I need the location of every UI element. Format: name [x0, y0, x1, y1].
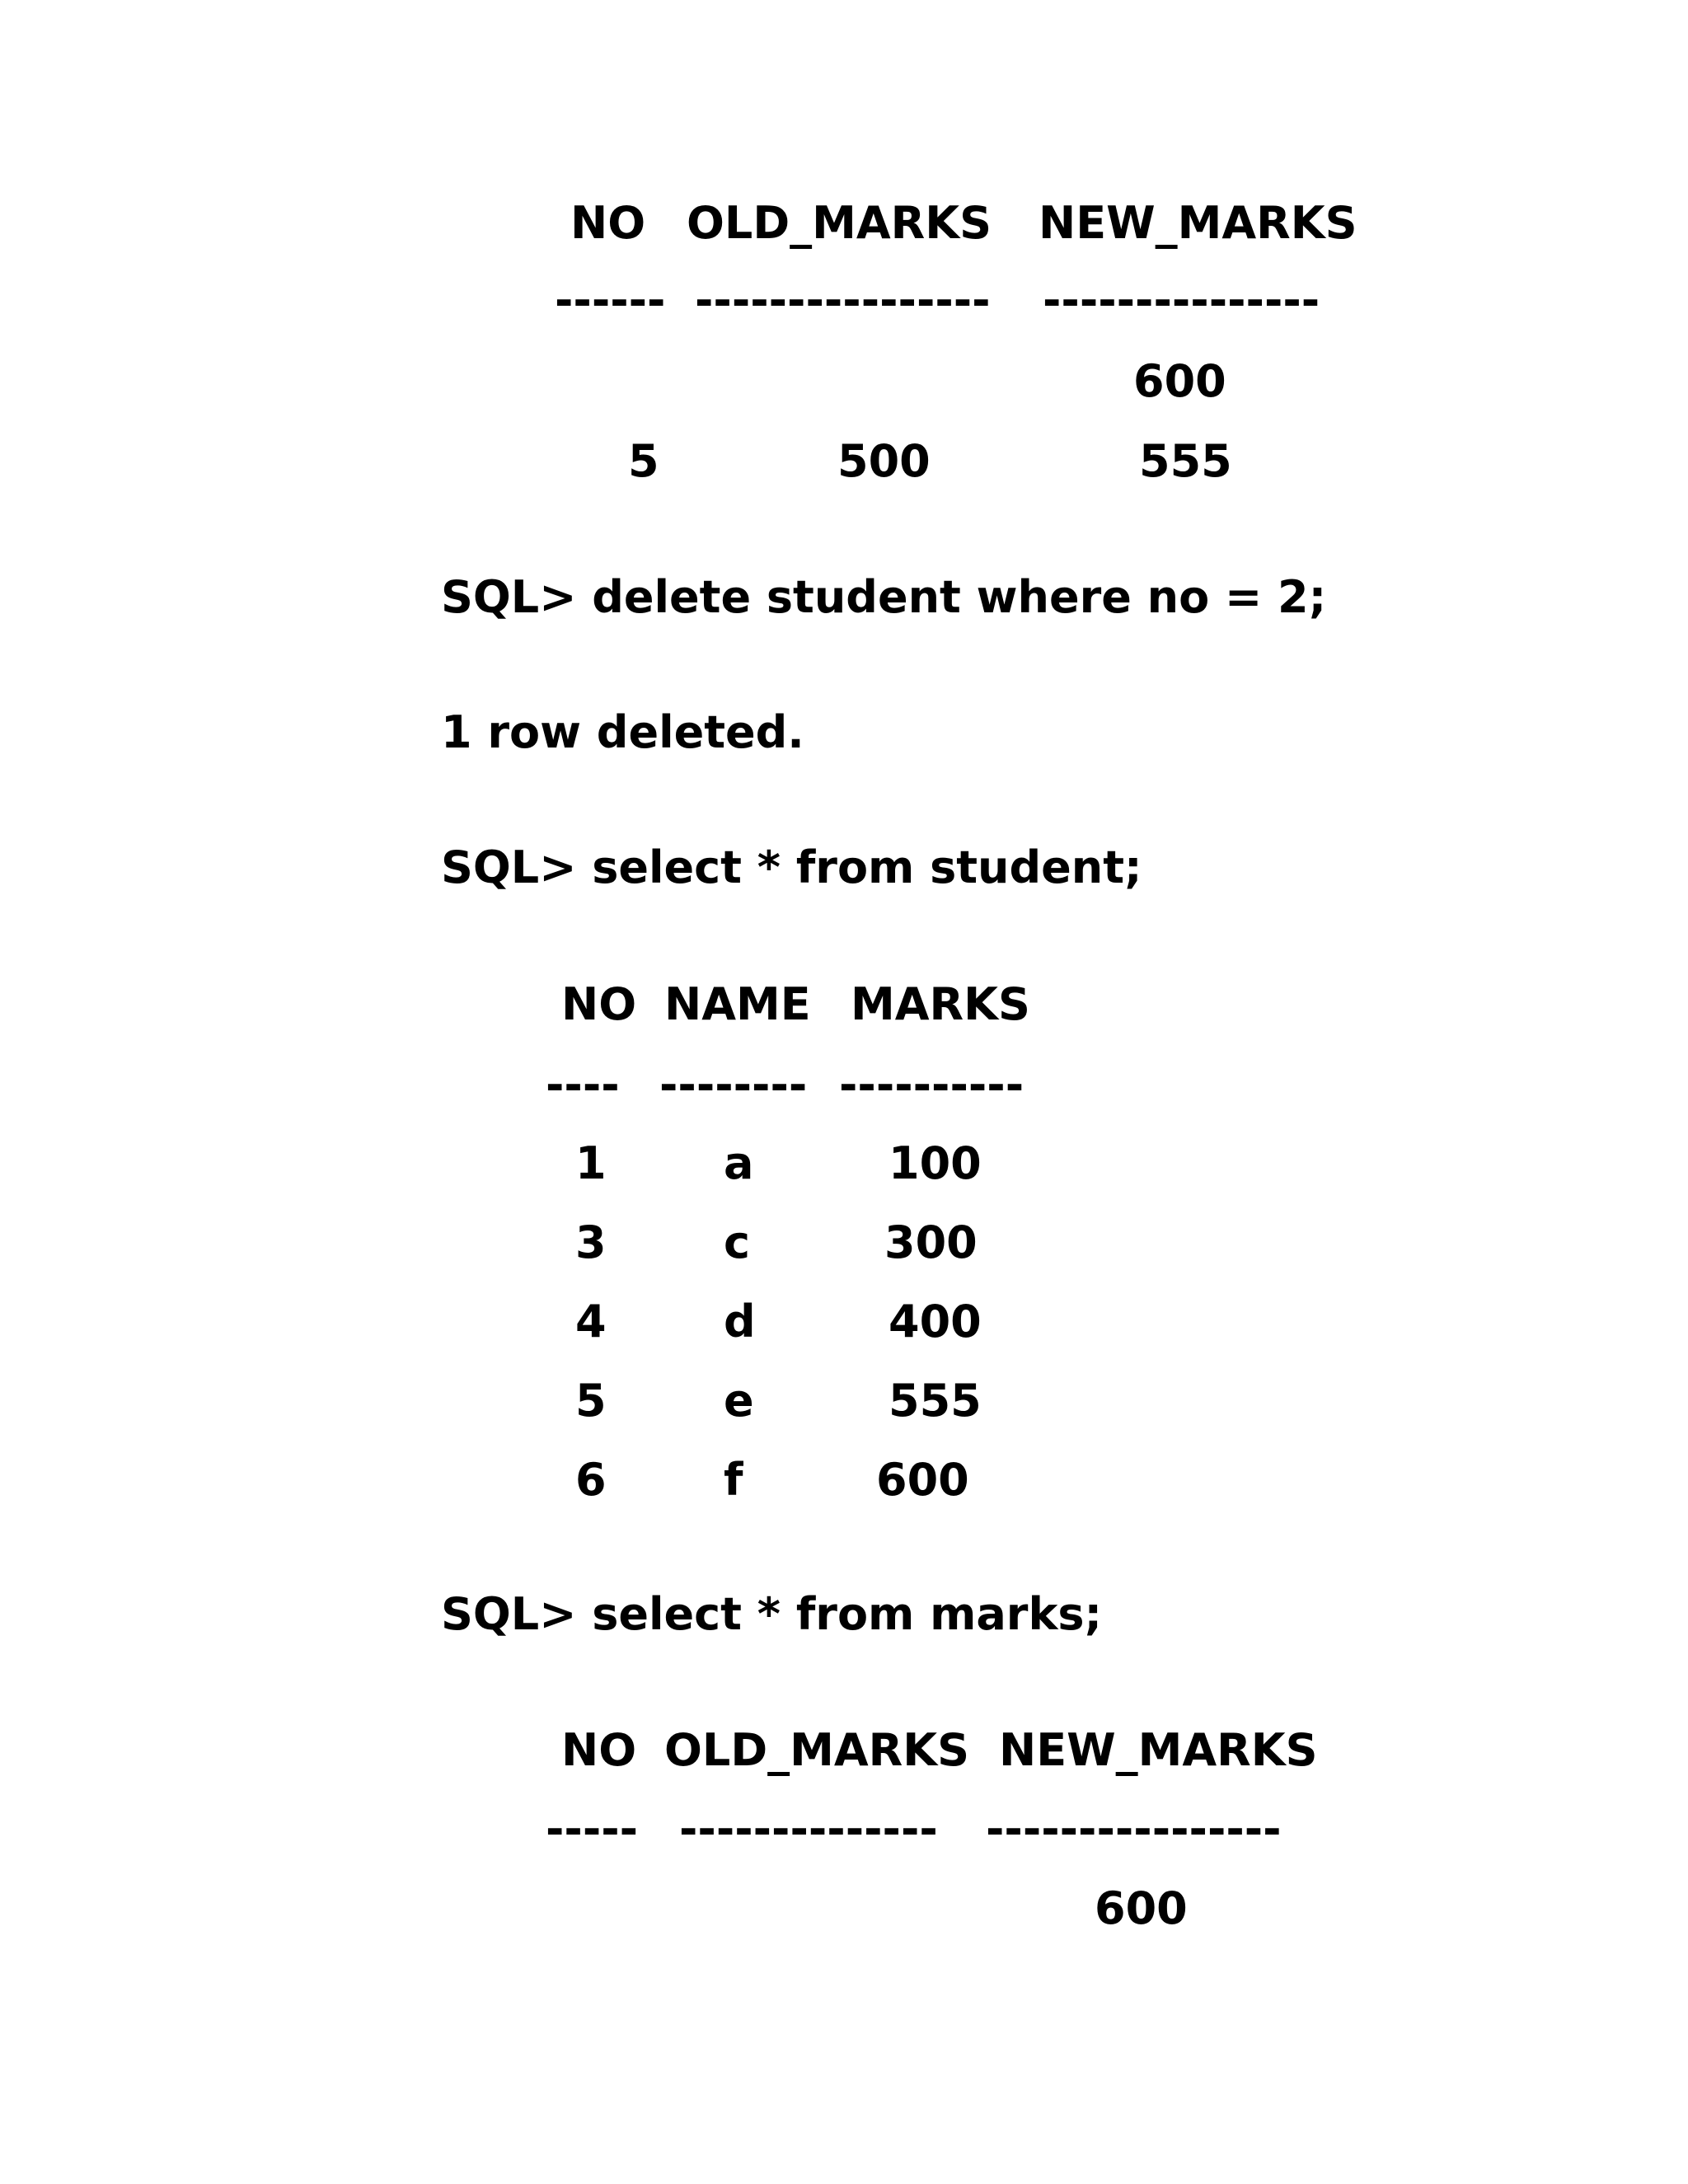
table2-row4-no: 5 — [575, 1375, 607, 1427]
table2-separator-no: ---- — [546, 1059, 620, 1111]
table3-header-no: NO — [561, 1724, 637, 1776]
table1-header-new-marks: NEW_MARKS — [1039, 197, 1357, 249]
table3-separator-no: ----- — [546, 1803, 639, 1855]
table2-row5-no: 6 — [575, 1454, 607, 1506]
table3-header-new-marks: NEW_MARKS — [999, 1724, 1318, 1776]
table2-row1-name: a — [724, 1137, 754, 1189]
table3-separator-old-marks: -------------- — [679, 1803, 938, 1855]
table2-separator-name: -------- — [659, 1059, 808, 1111]
table1-row2-no: 5 — [628, 435, 659, 487]
table2-row3-marks: 400 — [889, 1296, 982, 1347]
table1-row2-new-marks: 555 — [1139, 435, 1232, 487]
sql-select-student-command: SQL> select * from student; — [441, 841, 1142, 893]
table1-header-old-marks: OLD_MARKS — [687, 197, 992, 249]
table1-separator-old-marks: ---------------- — [695, 274, 991, 326]
table2-row4-name: e — [724, 1375, 754, 1427]
table3-row1-new-marks: 600 — [1095, 1882, 1188, 1934]
table3-separator-new-marks: ---------------- — [986, 1803, 1282, 1855]
table2-row3-no: 4 — [575, 1296, 607, 1347]
table2-row5-name: f — [724, 1454, 743, 1506]
table2-row4-marks: 555 — [889, 1375, 982, 1427]
table2-row1-marks: 100 — [889, 1137, 982, 1189]
table1-row1-new-marks: 600 — [1133, 355, 1226, 407]
table1-row2-old-marks: 500 — [837, 435, 931, 487]
table2-header-marks: MARKS — [851, 978, 1030, 1030]
table3-header-old-marks: OLD_MARKS — [664, 1724, 969, 1776]
table2-row2-no: 3 — [575, 1216, 607, 1268]
table1-separator-no: ------ — [555, 274, 666, 326]
table1-separator-new-marks: --------------- — [1043, 274, 1320, 326]
sql-delete-command: SQL> delete student where no = 2; — [441, 571, 1327, 623]
table2-row3-name: d — [724, 1296, 756, 1347]
delete-result-message: 1 row deleted. — [441, 706, 804, 758]
table2-header-name: NAME — [664, 978, 811, 1030]
table2-separator-marks: ---------- — [839, 1059, 1025, 1111]
table2-row5-marks: 600 — [876, 1454, 969, 1506]
table2-row2-marks: 300 — [884, 1216, 978, 1268]
table2-row1-no: 1 — [575, 1137, 607, 1189]
sql-select-marks-command: SQL> select * from marks; — [441, 1588, 1103, 1640]
table2-header-no: NO — [561, 978, 637, 1030]
table1-header-no: NO — [570, 197, 646, 249]
table2-row2-name: c — [724, 1216, 751, 1268]
